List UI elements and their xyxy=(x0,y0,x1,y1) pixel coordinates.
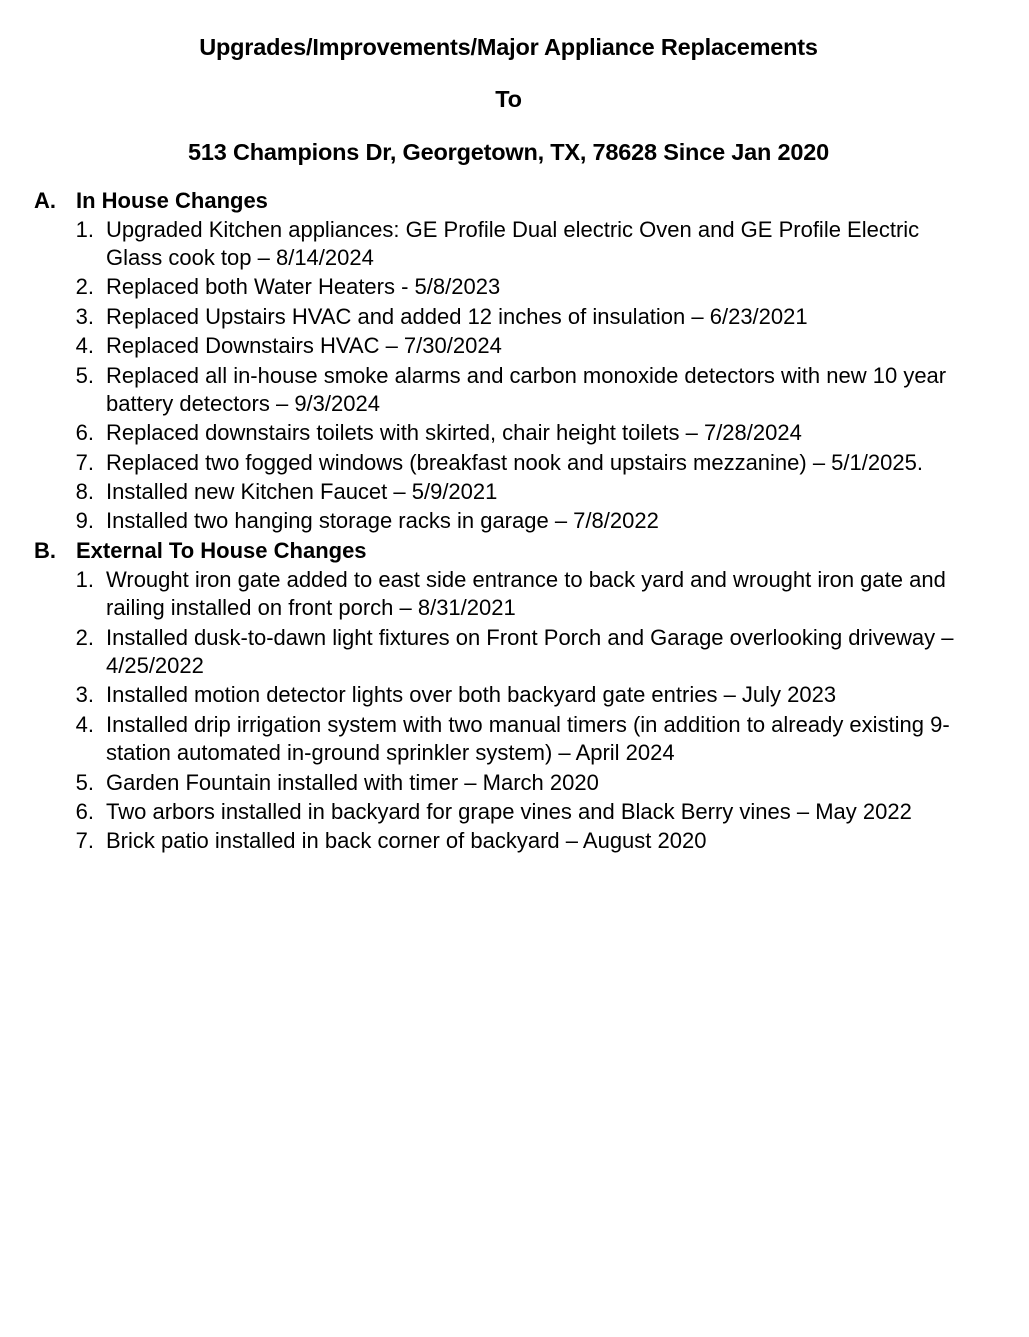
list-item xyxy=(64,566,989,623)
section-title: External To House Changes xyxy=(76,537,367,563)
list-item xyxy=(64,681,989,709)
document-title-line-2: To xyxy=(495,85,522,112)
list-item-text: Replaced two fogged windows (breakfast nook and upstairs mezzanine) – 5/1/2025. xyxy=(106,449,923,475)
list-item xyxy=(64,273,989,301)
list-item xyxy=(64,449,989,477)
document-title-line-1: Upgrades/Improvements/Major Appliance Replacements xyxy=(199,34,818,60)
section-letter: B. xyxy=(34,537,56,563)
list-item-text: Brick patio installed in back corner of backyard – August 2020 xyxy=(106,828,707,854)
list-item-number: 3. xyxy=(75,682,94,708)
list-item-number: 8. xyxy=(75,479,94,505)
list-item-number: 5. xyxy=(75,769,94,795)
list-item xyxy=(64,827,989,855)
list-item-text: Replaced Upstairs HVAC and added 12 inches of insulation – 6/23/2021 xyxy=(106,303,808,329)
list-item-text: Replaced all in-house smoke alarms and carbon monoxide detectors with new 10 year battery detectors – 9/3/2024 xyxy=(106,362,947,416)
list-item-number: 3. xyxy=(75,303,94,329)
list-item-number: 7. xyxy=(75,449,94,475)
list-item xyxy=(64,478,989,506)
list-item xyxy=(64,303,989,331)
list-item xyxy=(64,507,989,535)
section-external-to-house-changes xyxy=(28,537,989,856)
list-item-text: Garden Fountain installed with timer – March 2020 xyxy=(106,769,599,795)
list-item-text: Installed new Kitchen Faucet – 5/9/2021 xyxy=(106,479,498,505)
list-item-text: Two arbors installed in backyard for grape vines and Black Berry vines – May 2022 xyxy=(106,798,912,824)
list-item-text: Installed drip irrigation system with two manual timers (in addition to already existing 9-station automated in-ground sprinkler system) – April 2024 xyxy=(106,711,950,766)
list-item-number: 6. xyxy=(75,798,94,824)
list-item xyxy=(64,769,989,797)
list-item-number: 9. xyxy=(75,508,94,534)
list-item-number: 6. xyxy=(75,420,94,446)
section-list xyxy=(28,187,989,856)
section-items xyxy=(28,216,989,536)
list-item xyxy=(64,216,989,273)
list-item xyxy=(64,798,989,826)
list-item-number: 4. xyxy=(75,711,94,737)
list-item xyxy=(64,419,989,447)
list-item xyxy=(64,711,989,768)
list-item-number: 1. xyxy=(75,216,94,242)
list-item-text: Replaced downstairs toilets with skirted, chair height toilets – 7/28/2024 xyxy=(106,420,802,446)
list-item-number: 4. xyxy=(75,333,94,359)
list-item-text: Wrought iron gate added to east side entrance to back yard and wrought iron gate and railing installed on front porch – 8/31/2021 xyxy=(106,566,946,621)
list-item-text: Replaced both Water Heaters - 5/8/2023 xyxy=(106,274,501,300)
list-item-number: 5. xyxy=(75,362,94,388)
section-title: In House Changes xyxy=(76,187,268,213)
list-item xyxy=(64,332,989,360)
list-item-number: 1. xyxy=(75,566,94,592)
section-heading xyxy=(28,187,989,215)
document-title-line-3: 513 Champions Dr, Georgetown, TX, 78628 Since Jan 2020 xyxy=(188,139,829,165)
list-item xyxy=(64,624,989,681)
list-item-text: Installed motion detector lights over both backyard gate entries – July 2023 xyxy=(106,682,837,708)
list-item-number: 2. xyxy=(75,624,94,650)
section-heading xyxy=(28,537,989,565)
list-item-text: Replaced Downstairs HVAC – 7/30/2024 xyxy=(106,333,502,359)
list-item-number: 2. xyxy=(75,274,94,300)
list-item xyxy=(64,362,989,419)
document-heading xyxy=(28,36,989,165)
section-letter: A. xyxy=(34,187,56,213)
list-item-text: Upgraded Kitchen appliances: GE Profile Dual electric Oven and GE Profile Electric Glass cook top – 8/14/2024 xyxy=(106,216,920,271)
section-items xyxy=(28,566,989,856)
list-item-text: Installed dusk-to-dawn light fixtures on Front Porch and Garage overlooking driveway – 4/25/2022 xyxy=(106,624,954,679)
list-item-number: 7. xyxy=(75,828,94,854)
list-item-text: Installed two hanging storage racks in garage – 7/8/2022 xyxy=(106,508,659,534)
section-in-house-changes xyxy=(28,187,989,536)
